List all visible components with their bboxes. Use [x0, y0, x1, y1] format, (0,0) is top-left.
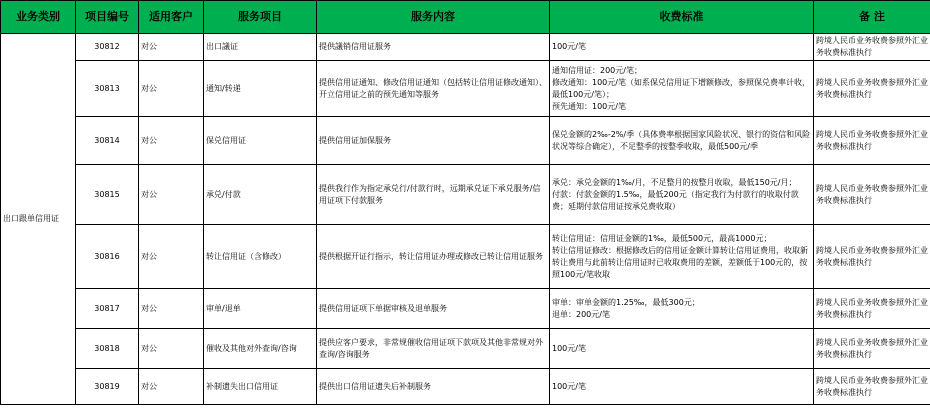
code-cell: 30813 — [76, 61, 139, 117]
item-cell: 通知/转递 — [204, 61, 317, 117]
fee-cell: 100元/笔 — [550, 369, 814, 405]
note-cell: 跨境人民币业务收费参照外汇业务收费标准执行 — [814, 369, 930, 405]
note-cell: 跨境人民币业务收费参照外汇业务收费标准执行 — [814, 289, 930, 329]
item-cell: 承兑/付款 — [204, 165, 317, 225]
code-cell: 30815 — [76, 165, 139, 225]
item-cell: 保兑信用证 — [204, 117, 317, 165]
note-cell: 跨境人民币业务收费参照外汇业务收费标准执行 — [814, 225, 930, 289]
client-cell: 对公 — [139, 117, 204, 165]
content-cell: 提供我行作为指定承兑行/付款行时，远期承兑证下承兑服务/信用证项下付款服务 — [317, 165, 550, 225]
table-row — [1, 369, 930, 405]
note-cell: 跨境人民币业务收费参照外汇业务收费标准执行 — [814, 165, 930, 225]
client-cell: 对公 — [139, 34, 204, 61]
header-client: 适用客户 — [139, 1, 204, 34]
table-row — [1, 34, 930, 61]
table-row — [1, 289, 930, 329]
header-code: 项目编号 — [76, 1, 139, 34]
fee-cell: 转让信用证：信用证金额的1‰，最低500元，最高1000元； 转让信用证修改：根据修改后的信用证金额计算转让信用证费用，收取新转让费用与此前转让信用证时已收取费用的差额，差额低于100元的，按照100元/笔收取 — [550, 225, 814, 289]
item-cell: 审单/退单 — [204, 289, 317, 329]
client-cell: 对公 — [139, 61, 204, 117]
content-cell: 提供信用证通知、修改信用证通知（包括转让信用证修改通知）、开立信用证之前的预先通知等服务 — [317, 61, 550, 117]
code-cell: 30819 — [76, 369, 139, 405]
note-cell: 跨境人民币业务收费参照外汇业务收费标准执行 — [814, 329, 930, 369]
table-row — [1, 61, 930, 117]
category-cell: 出口跟单信用证 — [1, 34, 76, 405]
code-cell: 30812 — [76, 34, 139, 61]
code-cell: 30818 — [76, 329, 139, 369]
note-cell: 跨境人民币业务收费参照外汇业务收费标准执行 — [814, 34, 930, 61]
code-cell: 30814 — [76, 117, 139, 165]
content-cell: 提供信用证项下单据审核及退单服务 — [317, 289, 550, 329]
client-cell: 对公 — [139, 369, 204, 405]
fee-cell: 保兑金额的2‰-2%/季（具体费率根据国家风险状况、银行的资信和风险状况等综合确定），不足整季的按整季收取，最低500元/季 — [550, 117, 814, 165]
item-cell: 补制遗失出口信用证 — [204, 369, 317, 405]
header-fee: 收费标准 — [550, 1, 814, 34]
content-cell: 提供应客户要求，非常规催收信用证项下款项及其他非常规对外查询/咨询服务 — [317, 329, 550, 369]
fee-cell: 100元/笔 — [550, 34, 814, 61]
note-cell: 跨境人民币业务收费参照外汇业务收费标准执行 — [814, 117, 930, 165]
content-cell: 提供出口信用证遗失后补制服务 — [317, 369, 550, 405]
header-category: 业务类别 — [1, 1, 76, 34]
table-row — [1, 117, 930, 165]
table-row — [1, 329, 930, 369]
code-cell: 30816 — [76, 225, 139, 289]
table-header-row — [1, 1, 930, 34]
client-cell: 对公 — [139, 165, 204, 225]
item-cell: 催收及其他对外查询/咨询 — [204, 329, 317, 369]
table-row — [1, 225, 930, 289]
content-cell: 提供議销信用证服务 — [317, 34, 550, 61]
fee-cell: 通知信用证：200元/笔； 修改通知：100元/笔（如系保兑信用证下增额修改，参照保兑费率计收，最低100元/笔）； 预先通知：100元/笔 — [550, 61, 814, 117]
code-cell: 30817 — [76, 289, 139, 329]
fee-cell: 审单：审单金额的1.25‰，最低300元； 退单：200元/笔 — [550, 289, 814, 329]
client-cell: 对公 — [139, 225, 204, 289]
content-cell: 提供根据开证行指示，转让信用证办理或修改已转让信用证服务 — [317, 225, 550, 289]
client-cell: 对公 — [139, 289, 204, 329]
table-row — [1, 165, 930, 225]
header-content: 服务内容 — [317, 1, 550, 34]
item-cell: 出口議证 — [204, 34, 317, 61]
header-note: 备 注 — [814, 1, 930, 34]
content-cell: 提供信用证加保服务 — [317, 117, 550, 165]
client-cell: 对公 — [139, 329, 204, 369]
fee-cell: 100元/笔 — [550, 329, 814, 369]
fee-cell: 承兑：承兑金额的1‰/月，不足整月的按整月收取，最低150元/月； 付款：付款金额的1.5‰，最低200元（指定我行为付款行的收取付款费；延期付款信用证按承兑费收取） — [550, 165, 814, 225]
item-cell: 转让信用证（含修改） — [204, 225, 317, 289]
header-item: 服务项目 — [204, 1, 317, 34]
note-cell: 跨境人民币业务收费参照外汇业务收费标准执行 — [814, 61, 930, 117]
